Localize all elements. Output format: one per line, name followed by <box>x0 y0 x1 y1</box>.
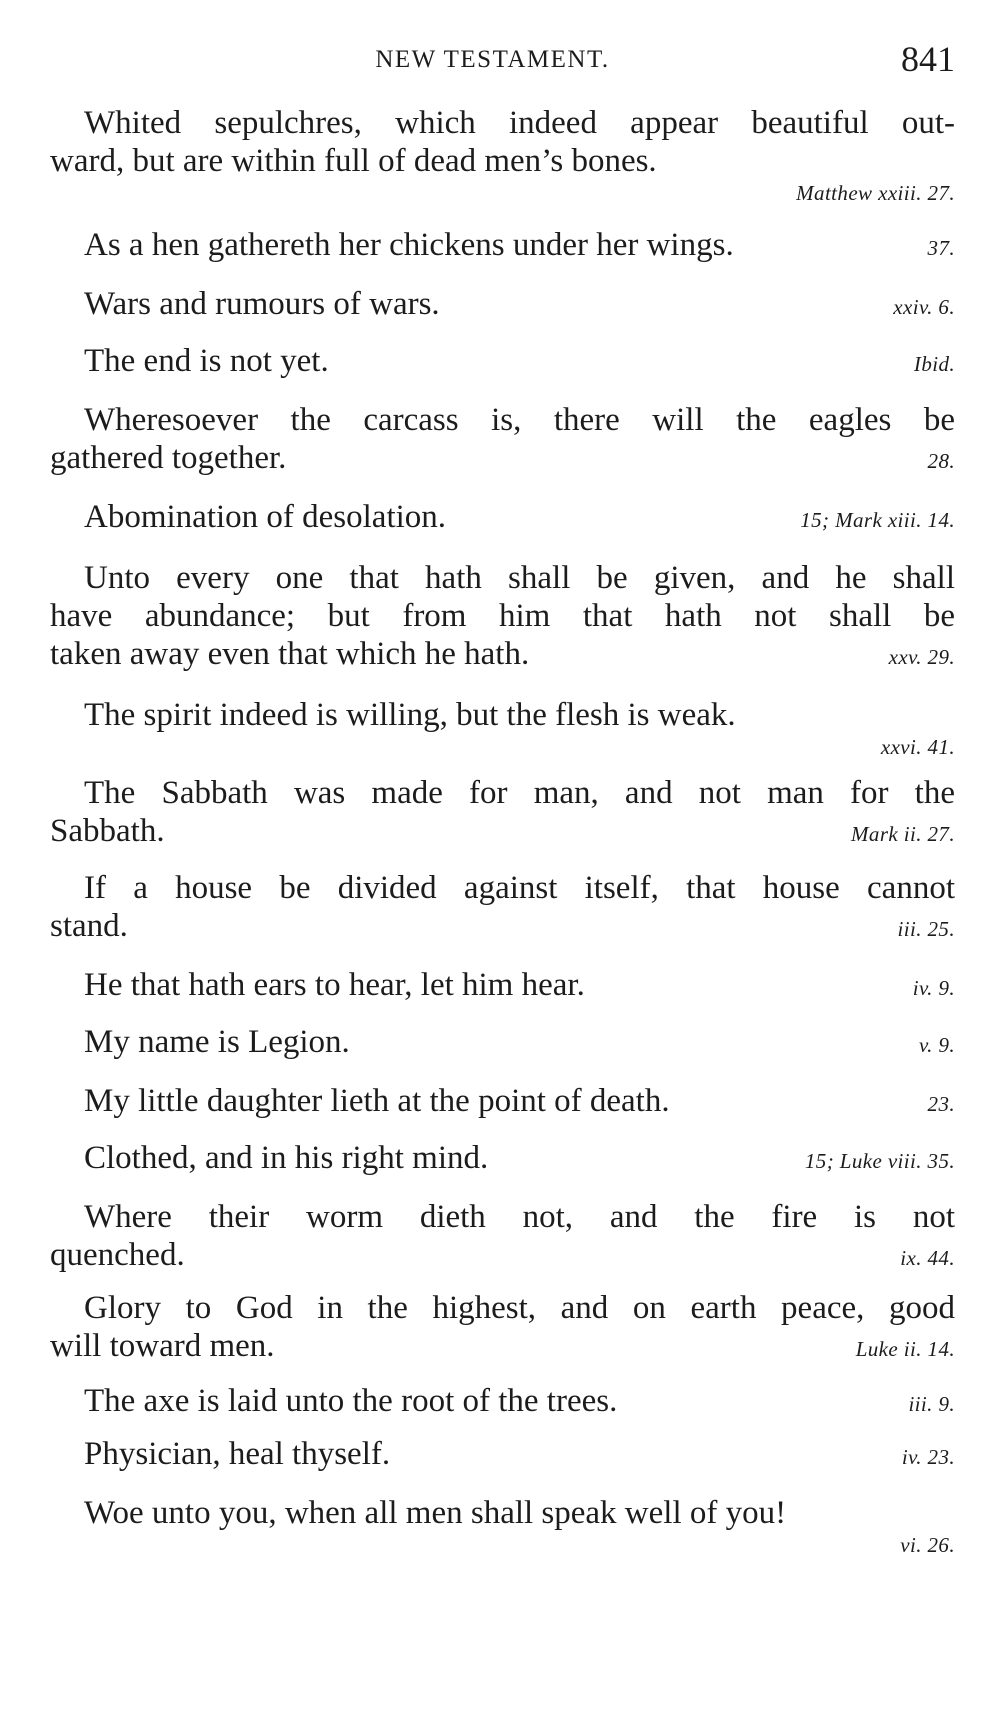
quotation-last-line <box>50 812 955 853</box>
quotation-text: Glory to God in the highest, and on earth peace, good <box>84 1290 955 1326</box>
citation: Luke ii. 14. <box>855 1337 955 1361</box>
quotation-text: Clothed, and in his right mind. <box>84 1140 489 1176</box>
citation: 15; Luke viii. 35. <box>804 1149 955 1173</box>
quotation-entry <box>50 1494 955 1558</box>
quotation-last-line <box>50 1139 955 1180</box>
quotation-entry <box>50 1023 955 1064</box>
citation: 23. <box>927 1092 955 1116</box>
quotation-last-line <box>50 1382 955 1423</box>
quotation-last-line <box>50 285 955 326</box>
quotation-text: The end is not yet. <box>84 343 329 379</box>
citation: iv. 23. <box>901 1445 955 1469</box>
citation: iii. 9. <box>908 1392 955 1416</box>
citation: 28. <box>927 449 955 473</box>
quotation-last-line <box>50 342 955 383</box>
quotation-last-line <box>50 966 955 1007</box>
quotation-entry <box>50 401 955 480</box>
citation: xxvi. 41. <box>880 735 955 759</box>
quotation-entry <box>50 226 955 267</box>
quotation-text: Physician, heal thyself. <box>84 1436 391 1472</box>
quotation-text: He that hath ears to hear, let him hear. <box>84 967 585 1003</box>
quotation-last-line <box>50 1327 955 1368</box>
quotation-text: Unto every one that hath shall be given, and he shall <box>84 560 955 596</box>
quotation-entry <box>50 696 955 760</box>
quotation-last-line <box>50 1236 955 1277</box>
quotation-line <box>50 696 955 734</box>
citation: ix. 44. <box>900 1246 955 1270</box>
quotation-entry <box>50 1289 955 1368</box>
quotation-text: My name is Legion. <box>84 1024 350 1060</box>
citation: iii. 25. <box>897 917 955 941</box>
quotation-line <box>50 559 955 597</box>
quotation-entry <box>50 1382 955 1423</box>
book-page <box>50 34 955 1558</box>
quotation-entry <box>50 104 955 206</box>
quotation-text: Whited sepulchres, which indeed appear beautiful out- <box>84 105 955 141</box>
quotation-entry <box>50 774 955 853</box>
quotation-entry <box>50 285 955 326</box>
page-header <box>50 34 955 94</box>
quotation-text: have abundance; but from him that hath not shall be <box>50 598 955 634</box>
running-title: NEW TESTAMENT. <box>375 46 610 73</box>
quotation-entry <box>50 1435 955 1476</box>
quotation-entry <box>50 342 955 383</box>
citation: Mark ii. 27. <box>851 822 955 846</box>
quotation-list <box>50 104 955 1558</box>
quotation-entry <box>50 1139 955 1180</box>
quotation-text: The spirit indeed is willing, but the flesh is weak. <box>84 697 736 733</box>
quotation-text: taken away even that which he hath. <box>50 636 530 672</box>
quotation-line <box>50 142 955 180</box>
quotation-text: The axe is laid unto the root of the trees. <box>84 1383 618 1419</box>
quotation-entry <box>50 966 955 1007</box>
quotation-line <box>50 597 955 635</box>
quotation-text: stand. <box>50 908 128 944</box>
quotation-text: As a hen gathereth her chickens under her wings. <box>84 227 734 263</box>
quotation-line <box>50 401 955 439</box>
quotation-line <box>50 1289 955 1327</box>
quotation-entry <box>50 1198 955 1277</box>
quotation-last-line <box>50 1435 955 1476</box>
quotation-last-line <box>50 439 955 480</box>
quotation-text: Abomination of desolation. <box>84 499 447 535</box>
quotation-line <box>50 869 955 907</box>
citation: xxiv. 6. <box>893 295 955 319</box>
quotation-last-line <box>50 1082 955 1123</box>
quotation-line <box>50 1198 955 1236</box>
quotation-text: Sabbath. <box>50 813 165 849</box>
quotation-last-line <box>50 226 955 267</box>
quotation-entry <box>50 869 955 948</box>
citation: Matthew xxiii. 27. <box>796 181 955 205</box>
quotation-text: Wheresoever the carcass is, there will the eagles be <box>84 402 955 438</box>
quotation-last-line <box>50 1023 955 1064</box>
quotation-text: If a house be divided against itself, that house cannot <box>84 870 955 906</box>
quotation-entry <box>50 1082 955 1123</box>
quotation-entry <box>50 498 955 539</box>
quotation-entry <box>50 559 955 676</box>
quotation-text: gathered together. <box>50 440 287 476</box>
quotation-line <box>50 1494 955 1532</box>
quotation-line <box>50 774 955 812</box>
citation: 37. <box>927 236 955 260</box>
quotation-text: The Sabbath was made for man, and not man for the <box>84 775 955 811</box>
quotation-text: quenched. <box>50 1237 185 1273</box>
citation: iv. 9. <box>912 976 955 1000</box>
quotation-text: ward, but are within full of dead men’s bones. <box>50 143 657 179</box>
quotation-text: Where their worm dieth not, and the fire is not <box>84 1199 955 1235</box>
page-number: 841 <box>901 39 955 79</box>
citation: Ibid. <box>913 352 955 376</box>
quotation-text: Woe unto you, when all men shall speak well of you! <box>84 1495 787 1531</box>
quotation-text: will toward men. <box>50 1328 275 1364</box>
quotation-text: My little daughter lieth at the point of death. <box>84 1083 670 1119</box>
quotation-last-line <box>50 498 955 539</box>
citation: vi. 26. <box>900 1533 955 1557</box>
quotation-line <box>50 104 955 142</box>
quotation-text: Wars and rumours of wars. <box>84 286 440 322</box>
quotation-last-line <box>50 907 955 948</box>
citation: xxv. 29. <box>888 645 955 669</box>
citation: v. 9. <box>918 1033 955 1057</box>
quotation-last-line <box>50 635 955 676</box>
citation: 15; Mark xiii. 14. <box>800 508 955 532</box>
